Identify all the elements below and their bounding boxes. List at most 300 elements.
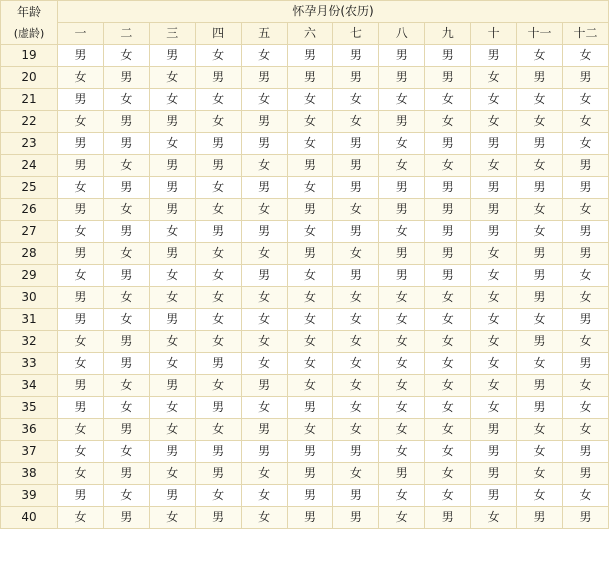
prediction-cell: 男 (103, 221, 149, 243)
prediction-cell: 女 (562, 287, 608, 309)
prediction-cell: 女 (333, 243, 379, 265)
prediction-cell: 女 (562, 419, 608, 441)
age-header-line1: 年龄 (16, 4, 41, 19)
prediction-cell: 女 (517, 309, 563, 331)
prediction-cell: 男 (562, 67, 608, 89)
prediction-cell: 女 (287, 221, 333, 243)
age-cell: 20 (1, 67, 58, 89)
prediction-cell: 女 (195, 89, 241, 111)
header-row-months (1, 23, 609, 45)
prediction-cell: 男 (58, 397, 104, 419)
prediction-cell: 女 (425, 331, 471, 353)
prediction-cell: 男 (103, 331, 149, 353)
prediction-cell: 女 (379, 133, 425, 155)
age-header-line2: (虚龄) (13, 26, 45, 40)
prediction-cell: 女 (58, 221, 104, 243)
prediction-cell: 女 (241, 287, 287, 309)
prediction-cell: 女 (425, 485, 471, 507)
prediction-cell: 女 (471, 243, 517, 265)
prediction-cell: 男 (58, 485, 104, 507)
prediction-cell: 女 (149, 265, 195, 287)
month-header-11: 十一 (517, 23, 563, 45)
prediction-cell: 女 (103, 375, 149, 397)
prediction-cell: 男 (333, 507, 379, 529)
prediction-cell: 男 (287, 45, 333, 67)
prediction-cell: 男 (379, 67, 425, 89)
age-cell: 22 (1, 111, 58, 133)
age-cell: 34 (1, 375, 58, 397)
prediction-cell: 男 (562, 353, 608, 375)
prediction-cell: 女 (287, 133, 333, 155)
prediction-cell: 女 (333, 463, 379, 485)
prediction-cell: 女 (333, 287, 379, 309)
prediction-cell: 男 (149, 309, 195, 331)
prediction-cell: 女 (517, 485, 563, 507)
prediction-cell: 男 (425, 199, 471, 221)
prediction-cell: 女 (149, 221, 195, 243)
prediction-cell: 女 (471, 507, 517, 529)
prediction-cell: 女 (562, 45, 608, 67)
prediction-cell: 女 (379, 287, 425, 309)
table-row (1, 221, 609, 243)
prediction-cell: 男 (103, 353, 149, 375)
prediction-cell: 女 (379, 419, 425, 441)
table-row (1, 111, 609, 133)
prediction-cell: 女 (58, 463, 104, 485)
prediction-cell: 男 (103, 133, 149, 155)
prediction-cell: 男 (333, 67, 379, 89)
prediction-cell: 女 (149, 89, 195, 111)
prediction-cell: 女 (149, 397, 195, 419)
prediction-cell: 男 (562, 309, 608, 331)
prediction-cell: 男 (562, 221, 608, 243)
prediction-cell: 男 (425, 507, 471, 529)
prediction-cell: 女 (241, 199, 287, 221)
prediction-cell: 女 (562, 331, 608, 353)
prediction-cell: 男 (517, 177, 563, 199)
month-header-4: 四 (195, 23, 241, 45)
table-row (1, 309, 609, 331)
prediction-cell: 女 (58, 507, 104, 529)
prediction-cell: 女 (471, 287, 517, 309)
table-row (1, 45, 609, 67)
prediction-cell: 女 (149, 353, 195, 375)
prediction-cell: 男 (287, 485, 333, 507)
age-cell: 19 (1, 45, 58, 67)
prediction-cell: 男 (333, 221, 379, 243)
prediction-cell: 女 (103, 287, 149, 309)
prediction-cell: 男 (471, 485, 517, 507)
prediction-cell: 男 (517, 375, 563, 397)
prediction-cell: 男 (471, 221, 517, 243)
prediction-cell: 女 (425, 441, 471, 463)
prediction-cell: 男 (379, 111, 425, 133)
prediction-cell: 男 (517, 67, 563, 89)
prediction-cell: 男 (425, 45, 471, 67)
prediction-cell: 女 (471, 309, 517, 331)
prediction-cell: 男 (287, 67, 333, 89)
prediction-cell: 女 (333, 375, 379, 397)
prediction-cell: 女 (562, 133, 608, 155)
prediction-cell: 女 (333, 89, 379, 111)
prediction-cell: 男 (103, 265, 149, 287)
prediction-cell: 男 (149, 177, 195, 199)
prediction-cell: 女 (58, 441, 104, 463)
table-row (1, 67, 609, 89)
prediction-cell: 女 (379, 397, 425, 419)
prediction-cell: 女 (241, 309, 287, 331)
prediction-cell: 男 (195, 397, 241, 419)
prediction-cell: 男 (562, 441, 608, 463)
prediction-cell: 女 (425, 287, 471, 309)
prediction-cell: 男 (195, 155, 241, 177)
prediction-cell: 女 (287, 309, 333, 331)
age-cell: 32 (1, 331, 58, 353)
prediction-cell: 女 (149, 463, 195, 485)
prediction-cell: 男 (471, 177, 517, 199)
prediction-cell: 男 (517, 397, 563, 419)
prediction-cell: 女 (58, 353, 104, 375)
prediction-cell: 女 (379, 331, 425, 353)
prediction-cell: 男 (425, 177, 471, 199)
month-header-10: 十 (471, 23, 517, 45)
prediction-cell: 女 (195, 177, 241, 199)
table-row (1, 375, 609, 397)
table-row (1, 463, 609, 485)
prediction-cell: 女 (241, 463, 287, 485)
prediction-cell: 男 (379, 463, 425, 485)
prediction-cell: 女 (379, 375, 425, 397)
prediction-cell: 男 (379, 177, 425, 199)
prediction-cell: 女 (195, 243, 241, 265)
month-header-3: 三 (149, 23, 195, 45)
prediction-cell: 男 (149, 243, 195, 265)
prediction-cell: 女 (471, 265, 517, 287)
table-row (1, 243, 609, 265)
prediction-cell: 女 (287, 375, 333, 397)
age-cell: 25 (1, 177, 58, 199)
age-cell: 30 (1, 287, 58, 309)
prediction-cell: 女 (333, 331, 379, 353)
prediction-cell: 女 (195, 111, 241, 133)
prediction-cell: 男 (149, 375, 195, 397)
prediction-cell: 女 (562, 111, 608, 133)
prediction-cell: 男 (471, 419, 517, 441)
prediction-cell: 男 (58, 133, 104, 155)
table-row (1, 89, 609, 111)
prediction-cell: 男 (287, 199, 333, 221)
prediction-cell: 女 (241, 485, 287, 507)
prediction-cell: 男 (425, 133, 471, 155)
prediction-cell: 女 (241, 397, 287, 419)
prediction-cell: 男 (58, 287, 104, 309)
age-cell: 26 (1, 199, 58, 221)
table-row (1, 397, 609, 419)
prediction-cell: 男 (195, 463, 241, 485)
prediction-cell: 男 (195, 441, 241, 463)
table-row (1, 331, 609, 353)
prediction-cell: 男 (333, 45, 379, 67)
prediction-cell: 男 (333, 177, 379, 199)
prediction-cell: 女 (517, 45, 563, 67)
prediction-cell: 女 (562, 397, 608, 419)
prediction-cell: 男 (149, 155, 195, 177)
prediction-cell: 男 (517, 133, 563, 155)
prediction-cell: 女 (379, 89, 425, 111)
prediction-cell: 男 (195, 133, 241, 155)
prediction-cell: 女 (241, 243, 287, 265)
prediction-cell: 女 (241, 45, 287, 67)
prediction-cell: 男 (58, 243, 104, 265)
prediction-cell: 女 (517, 155, 563, 177)
prediction-cell: 女 (379, 507, 425, 529)
age-cell: 27 (1, 221, 58, 243)
prediction-cell: 男 (562, 507, 608, 529)
prediction-cell: 女 (517, 199, 563, 221)
prediction-cell: 女 (287, 177, 333, 199)
prediction-cell: 男 (195, 353, 241, 375)
prediction-cell: 女 (149, 419, 195, 441)
month-header-7: 七 (333, 23, 379, 45)
prediction-cell: 女 (471, 67, 517, 89)
age-cell: 21 (1, 89, 58, 111)
prediction-cell: 女 (379, 155, 425, 177)
month-header-5: 五 (241, 23, 287, 45)
prediction-cell: 女 (333, 353, 379, 375)
prediction-cell: 男 (149, 199, 195, 221)
table-row (1, 287, 609, 309)
prediction-cell: 男 (287, 463, 333, 485)
prediction-cell: 女 (195, 265, 241, 287)
prediction-cell: 女 (379, 221, 425, 243)
prediction-cell: 男 (333, 133, 379, 155)
month-header-9: 九 (425, 23, 471, 45)
prediction-cell: 女 (517, 419, 563, 441)
prediction-cell: 女 (333, 111, 379, 133)
prediction-cell: 男 (241, 221, 287, 243)
prediction-cell: 女 (471, 353, 517, 375)
prediction-cell: 男 (333, 265, 379, 287)
prediction-cell: 女 (241, 353, 287, 375)
prediction-cell: 男 (562, 155, 608, 177)
prediction-cell: 男 (562, 177, 608, 199)
month-header-6: 六 (287, 23, 333, 45)
prediction-cell: 女 (333, 419, 379, 441)
table-row (1, 177, 609, 199)
age-cell: 29 (1, 265, 58, 287)
prediction-cell: 女 (241, 155, 287, 177)
prediction-cell: 女 (58, 419, 104, 441)
prediction-cell: 女 (58, 67, 104, 89)
age-cell: 36 (1, 419, 58, 441)
prediction-cell: 女 (58, 111, 104, 133)
prediction-cell: 男 (471, 441, 517, 463)
prediction-cell: 男 (241, 419, 287, 441)
prediction-cell: 男 (103, 463, 149, 485)
prediction-cell: 女 (195, 199, 241, 221)
prediction-cell: 男 (562, 243, 608, 265)
prediction-cell: 女 (287, 287, 333, 309)
prediction-cell: 男 (471, 133, 517, 155)
prediction-cell: 女 (195, 375, 241, 397)
prediction-cell: 女 (471, 397, 517, 419)
table-row (1, 265, 609, 287)
prediction-cell: 女 (333, 309, 379, 331)
prediction-cell: 男 (58, 89, 104, 111)
month-header-2: 二 (103, 23, 149, 45)
prediction-cell: 女 (425, 353, 471, 375)
month-header-8: 八 (379, 23, 425, 45)
prediction-cell: 女 (562, 199, 608, 221)
prediction-cell: 男 (425, 265, 471, 287)
prediction-cell: 女 (471, 331, 517, 353)
month-header-title: 怀孕月份(农历) (58, 1, 609, 23)
prediction-cell: 男 (287, 155, 333, 177)
table-row (1, 353, 609, 375)
prediction-cell: 女 (471, 89, 517, 111)
age-cell: 28 (1, 243, 58, 265)
prediction-cell: 女 (379, 485, 425, 507)
prediction-cell: 女 (333, 199, 379, 221)
prediction-cell: 女 (562, 265, 608, 287)
prediction-cell: 男 (58, 155, 104, 177)
prediction-cell: 女 (149, 507, 195, 529)
prediction-cell: 女 (471, 155, 517, 177)
prediction-cell: 男 (241, 177, 287, 199)
prediction-cell: 女 (425, 419, 471, 441)
prediction-cell: 男 (379, 45, 425, 67)
prediction-cell: 女 (149, 331, 195, 353)
prediction-cell: 女 (425, 375, 471, 397)
prediction-cell: 男 (58, 199, 104, 221)
prediction-cell: 女 (379, 441, 425, 463)
prediction-cell: 女 (517, 353, 563, 375)
prediction-cell: 女 (103, 89, 149, 111)
prediction-cell: 女 (103, 485, 149, 507)
prediction-cell: 女 (103, 243, 149, 265)
age-cell: 39 (1, 485, 58, 507)
prediction-cell: 女 (149, 67, 195, 89)
prediction-cell: 女 (333, 397, 379, 419)
prediction-cell: 男 (149, 45, 195, 67)
table-body (1, 45, 609, 529)
month-header-1: 一 (58, 23, 104, 45)
month-header-12: 十二 (562, 23, 608, 45)
prediction-cell: 女 (425, 111, 471, 133)
prediction-cell: 男 (287, 441, 333, 463)
table-row (1, 155, 609, 177)
table-header (1, 1, 609, 45)
prediction-cell: 女 (195, 331, 241, 353)
age-header-cell (1, 1, 58, 45)
prediction-cell: 女 (103, 199, 149, 221)
prediction-cell: 女 (562, 89, 608, 111)
prediction-cell: 女 (425, 155, 471, 177)
prediction-cell: 女 (287, 353, 333, 375)
prediction-cell: 女 (379, 353, 425, 375)
prediction-cell: 女 (195, 309, 241, 331)
prediction-cell: 男 (425, 221, 471, 243)
prediction-cell: 男 (195, 221, 241, 243)
prediction-cell: 女 (562, 375, 608, 397)
prediction-cell: 女 (195, 45, 241, 67)
prediction-cell: 男 (149, 111, 195, 133)
prediction-cell: 男 (333, 441, 379, 463)
prediction-cell: 男 (471, 199, 517, 221)
table-row (1, 441, 609, 463)
prediction-cell: 女 (103, 309, 149, 331)
prediction-cell: 男 (241, 375, 287, 397)
table-row (1, 507, 609, 529)
prediction-cell: 女 (517, 221, 563, 243)
age-cell: 31 (1, 309, 58, 331)
prediction-cell: 男 (471, 45, 517, 67)
table-row (1, 419, 609, 441)
prediction-cell: 女 (287, 89, 333, 111)
prediction-cell: 女 (517, 441, 563, 463)
prediction-cell: 男 (517, 265, 563, 287)
prediction-cell: 女 (241, 331, 287, 353)
prediction-cell: 男 (195, 67, 241, 89)
prediction-cell: 女 (425, 397, 471, 419)
prediction-cell: 男 (241, 133, 287, 155)
prediction-cell: 男 (103, 507, 149, 529)
prediction-cell: 女 (149, 133, 195, 155)
prediction-cell: 女 (471, 111, 517, 133)
prediction-cell: 男 (241, 111, 287, 133)
prediction-cell: 男 (287, 507, 333, 529)
age-cell: 37 (1, 441, 58, 463)
prediction-cell: 女 (58, 177, 104, 199)
prediction-cell: 女 (379, 309, 425, 331)
prediction-cell: 女 (471, 375, 517, 397)
prediction-cell: 女 (241, 89, 287, 111)
prediction-cell: 女 (287, 331, 333, 353)
prediction-cell: 男 (241, 265, 287, 287)
prediction-cell: 女 (517, 111, 563, 133)
prediction-cell: 女 (287, 111, 333, 133)
prediction-cell: 男 (287, 243, 333, 265)
prediction-cell: 男 (287, 397, 333, 419)
table-row (1, 485, 609, 507)
prediction-cell: 男 (149, 485, 195, 507)
prediction-cell: 女 (58, 331, 104, 353)
prediction-cell: 女 (149, 287, 195, 309)
prediction-cell: 女 (103, 45, 149, 67)
prediction-cell: 男 (241, 67, 287, 89)
table-row (1, 133, 609, 155)
prediction-cell: 男 (103, 111, 149, 133)
prediction-cell: 女 (103, 155, 149, 177)
prediction-cell: 男 (333, 155, 379, 177)
age-cell: 23 (1, 133, 58, 155)
prediction-cell: 男 (103, 177, 149, 199)
prediction-cell: 女 (195, 287, 241, 309)
prediction-cell: 男 (58, 375, 104, 397)
prediction-cell: 男 (471, 463, 517, 485)
prediction-cell: 男 (517, 331, 563, 353)
header-row-title (1, 1, 609, 23)
prediction-cell: 男 (517, 243, 563, 265)
prediction-cell: 男 (562, 463, 608, 485)
prediction-cell: 男 (379, 243, 425, 265)
prediction-cell: 男 (517, 287, 563, 309)
prediction-cell: 女 (287, 419, 333, 441)
prediction-cell: 男 (103, 419, 149, 441)
age-cell: 38 (1, 463, 58, 485)
prediction-cell: 女 (287, 265, 333, 287)
age-cell: 35 (1, 397, 58, 419)
